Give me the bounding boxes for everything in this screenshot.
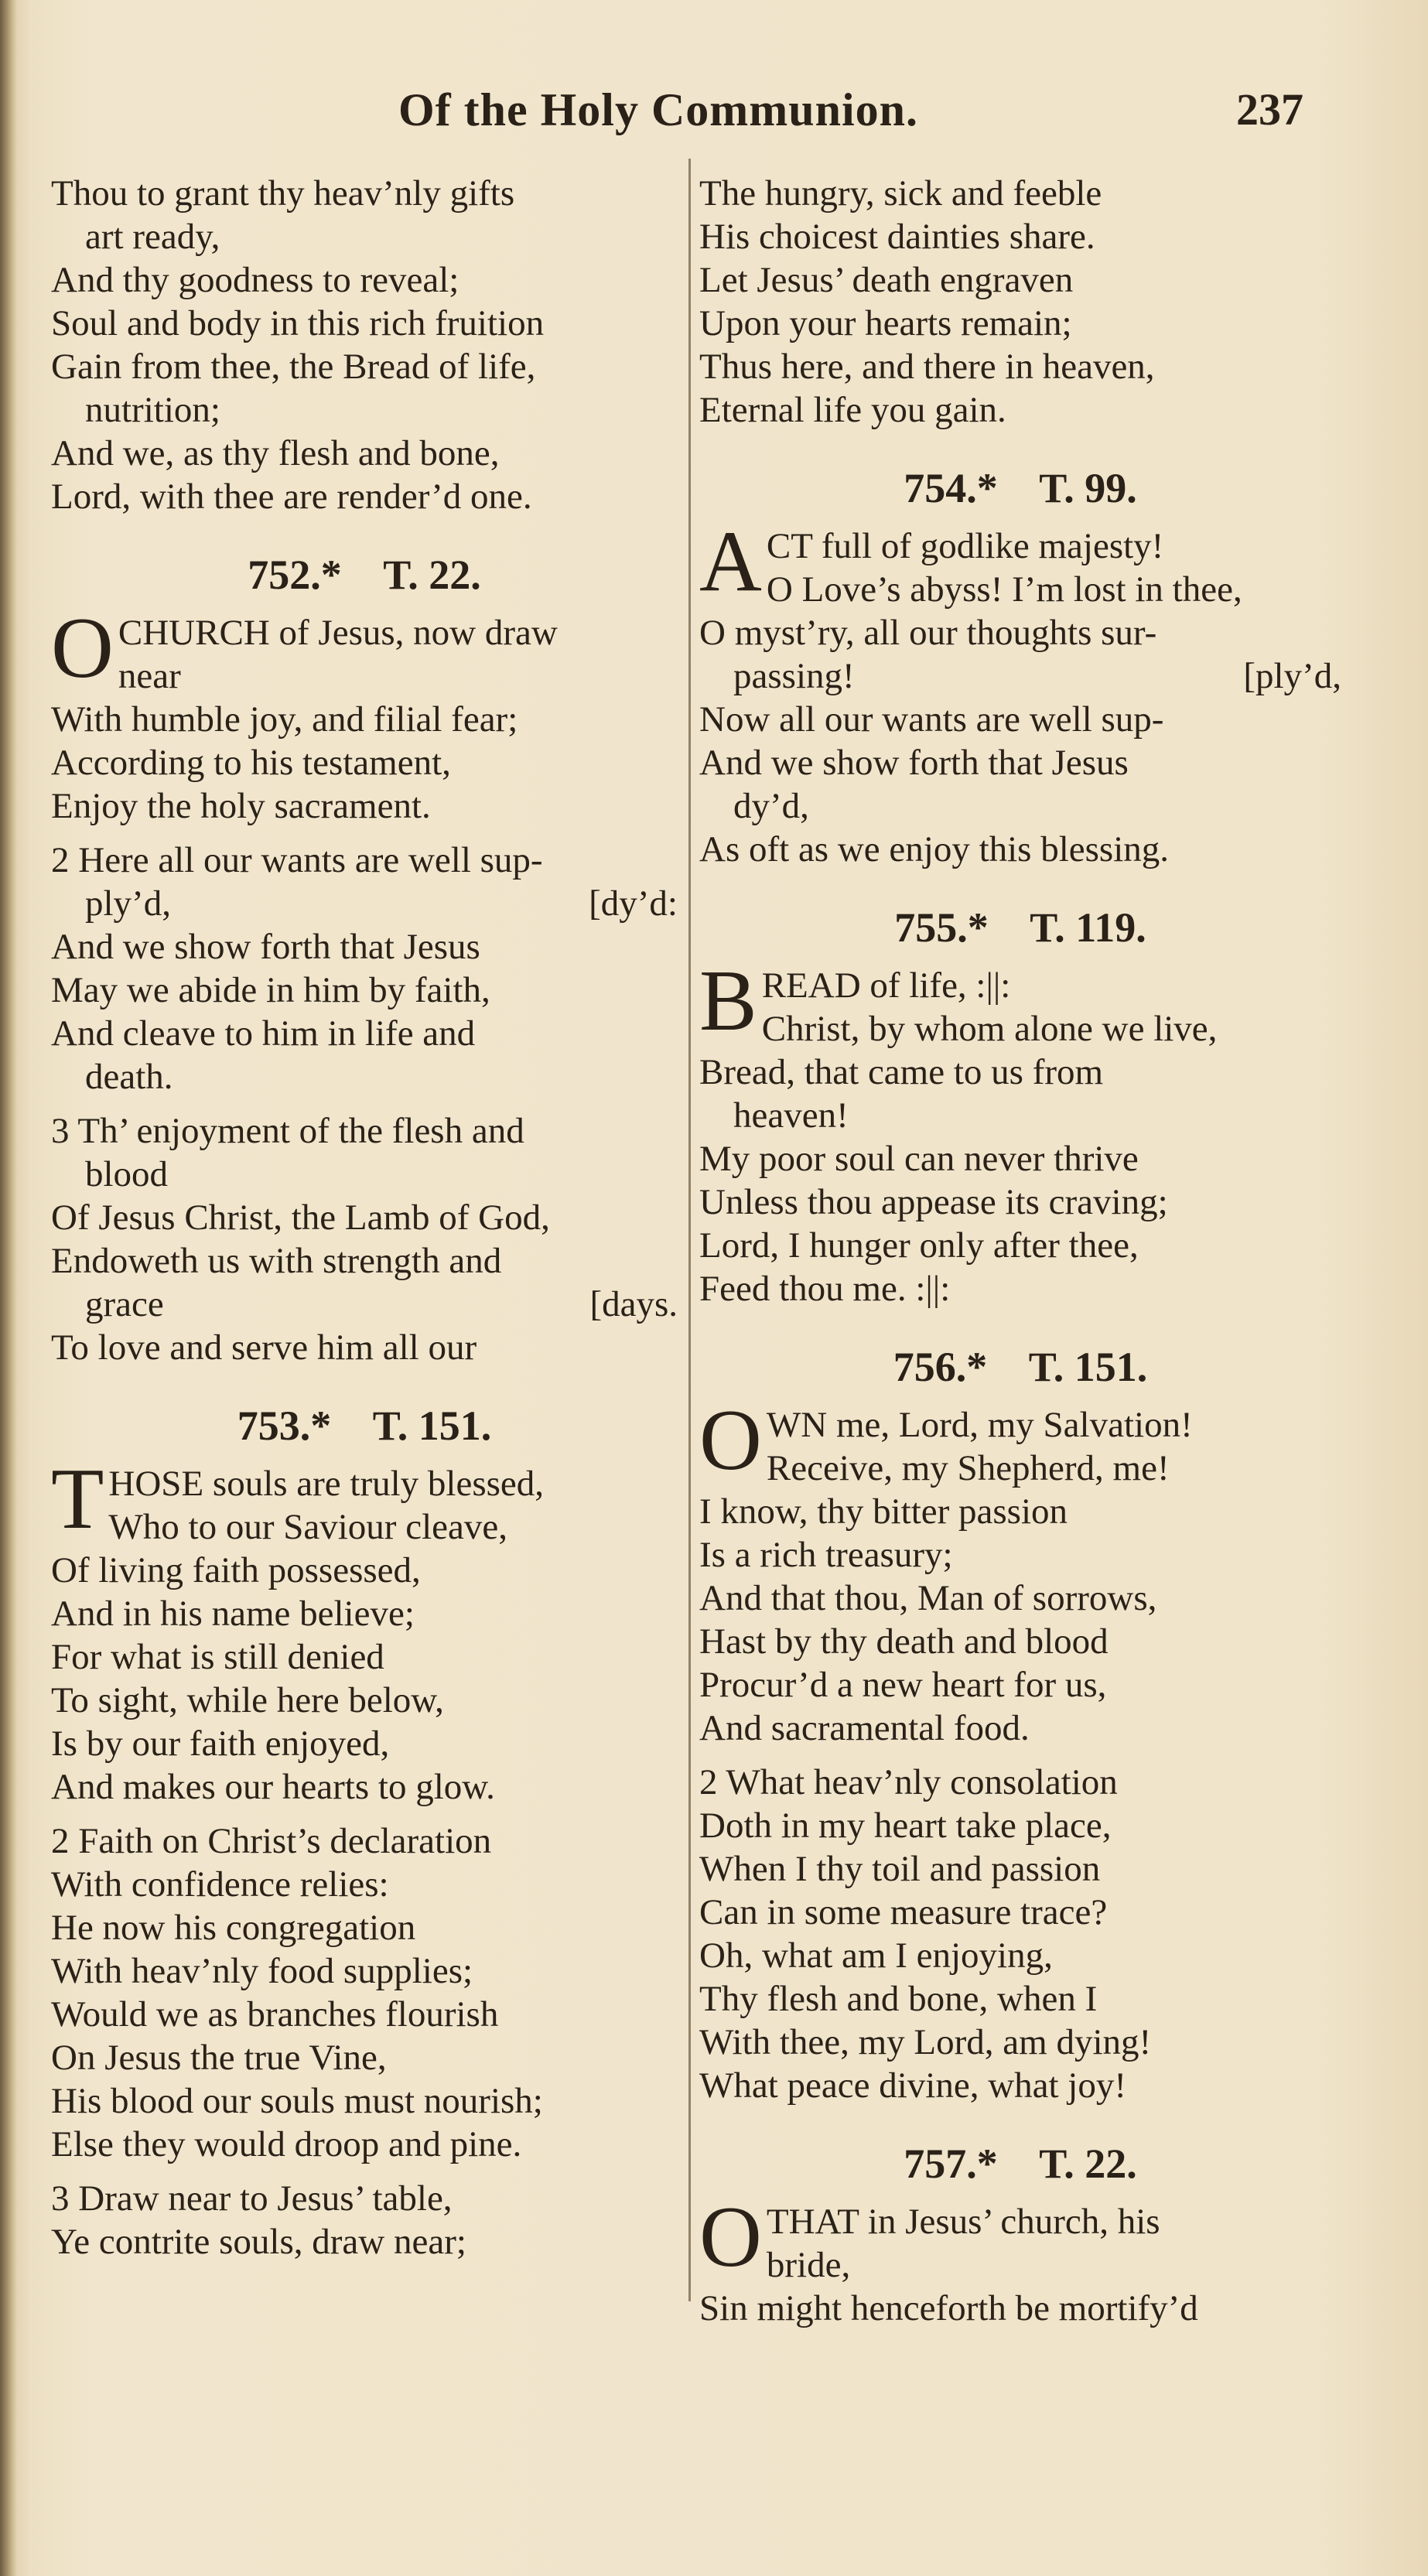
verse-line: O Love’s abyss! I’m lost in thee, xyxy=(766,569,1242,610)
verse-line: HOSE souls are truly blessed, xyxy=(108,1464,545,1504)
verse-line-overflow: [ply’d, xyxy=(1243,656,1341,696)
verse-line: Thus here, and there in heaven, xyxy=(699,347,1155,387)
right-column xyxy=(699,172,1341,2330)
drop-cap: O xyxy=(699,1392,762,1488)
hymn-heading-756 xyxy=(699,1340,1341,1394)
verse-line: And that thou, Man of sorrows, xyxy=(699,1578,1157,1618)
verse-line: 2 Faith on Christ’s declaration xyxy=(51,1821,492,1861)
hymn-752-verse-2 xyxy=(51,839,678,1098)
verse-line: What peace divine, what joy! xyxy=(699,2065,1127,2106)
continued-verse xyxy=(51,172,678,518)
verse-line: 3 Th’ enjoyment of the flesh and xyxy=(51,1111,524,1151)
hymn-753-verse-3 xyxy=(51,2177,678,2263)
verse-line: Is by our faith enjoyed, xyxy=(51,1724,390,1764)
verse-line: Sin might henceforth be mortify’d xyxy=(699,2288,1198,2328)
hymn-753-verse-1 xyxy=(51,1451,678,1809)
verse-line: Thy flesh and bone, when I xyxy=(699,1979,1098,2019)
verse-line: When I thy toil and passion xyxy=(699,1849,1101,1889)
verse-line: 3 Draw near to Jesus’ table, xyxy=(51,2178,453,2219)
verse-line: And we, as thy flesh and bone, xyxy=(51,433,500,473)
verse-line: Lord, with thee are render’d one. xyxy=(51,477,532,517)
hymn-heading-754 xyxy=(699,461,1341,515)
hymn-tune: T. 22. xyxy=(383,552,481,598)
verse-line: art ready, xyxy=(85,217,220,257)
hymn-tune: T. 22. xyxy=(1039,2140,1137,2187)
verse-line: Can in some measure trace? xyxy=(699,1892,1108,1932)
verse-line: On Jesus the true Vine, xyxy=(51,2038,387,2078)
verse-line: CT full of godlike majesty! xyxy=(766,526,1164,566)
verse-line: And we show forth that Jesus xyxy=(51,927,480,967)
hymn-757-verse-1 xyxy=(699,2189,1341,2330)
verse-line: He now his congregation xyxy=(51,1908,416,1948)
verse-line: And cleave to him in life and xyxy=(51,1013,476,1054)
verse-line: Of Jesus Christ, the Lamb of God, xyxy=(51,1197,550,1238)
hymn-754-verse-1 xyxy=(699,514,1341,871)
verse-line: CHURCH of Jesus, now draw xyxy=(118,613,558,653)
verse-line: May we abide in him by faith, xyxy=(51,970,490,1010)
verse-line: 2 What heav’nly consolation xyxy=(699,1762,1118,1802)
verse-line: nutrition; xyxy=(85,390,220,430)
verse-line: And in his name believe; xyxy=(51,1594,415,1634)
verse-line: death. xyxy=(85,1057,173,1097)
verse-line: Receive, my Shepherd, me! xyxy=(766,1448,1170,1488)
verse-line: His blood our souls must nourish; xyxy=(51,2081,543,2121)
verse-line-overflow: [dy’d: xyxy=(589,883,678,924)
book-spine-edge xyxy=(0,0,17,2576)
verse-line: With confidence relies: xyxy=(51,1864,389,1905)
verse-line: Thou to grant thy heav’nly gifts xyxy=(51,173,515,214)
verse-line: Christ, by whom alone we live, xyxy=(761,1009,1218,1049)
hymn-heading-757 xyxy=(699,2137,1341,2191)
running-header xyxy=(0,84,1428,145)
verse-line: Doth in my heart take place, xyxy=(699,1806,1112,1846)
hymn-number: 753.* xyxy=(237,1402,332,1449)
hymn-heading-752 xyxy=(51,548,678,602)
drop-cap: O xyxy=(699,2189,762,2285)
verse-line: THAT in Jesus’ church, his xyxy=(766,2202,1160,2242)
verse-line: WN me, Lord, my Salvation! xyxy=(766,1405,1193,1445)
verse-line: Unless thou appease its craving; xyxy=(699,1182,1168,1222)
verse-line: And we show forth that Jesus xyxy=(699,743,1129,783)
hymn-tune: T. 151. xyxy=(372,1402,492,1449)
verse-line: According to his testament, xyxy=(51,743,451,783)
verse-line: blood xyxy=(85,1154,169,1194)
verse-line: And sacramental food. xyxy=(699,1708,1030,1748)
header-title: Of the Holy Communion. xyxy=(398,84,919,135)
verse-line: Bread, that came to us from xyxy=(699,1052,1104,1092)
verse-line: Soul and body in this rich fruition xyxy=(51,303,545,343)
verse-line: Upon your hearts remain; xyxy=(699,303,1072,343)
hymn-number: 754.* xyxy=(904,465,998,511)
hymn-number: 755.* xyxy=(894,904,989,951)
hymn-752-verse-3 xyxy=(51,1109,678,1369)
verse-line: As oft as we enjoy this blessing. xyxy=(699,829,1170,869)
verse-line: heaven! xyxy=(733,1095,849,1136)
verse-line: READ of life, :||: xyxy=(761,965,1011,1006)
verse-line-overflow: [days. xyxy=(589,1284,678,1324)
verse-line: near xyxy=(118,656,181,696)
hymn-tune: T. 151. xyxy=(1028,1344,1148,1390)
verse-line: With humble joy, and filial fear; xyxy=(51,699,518,740)
drop-cap: A xyxy=(699,514,762,610)
verse-line: Feed thou me. :||: xyxy=(699,1269,951,1309)
drop-cap: T xyxy=(51,1451,104,1547)
verse-line: Enjoy the holy sacrament. xyxy=(51,786,431,826)
verse-line: I know, thy bitter passion xyxy=(699,1491,1068,1532)
verse-line: Who to our Saviour cleave, xyxy=(108,1507,507,1547)
verse-line: Oh, what am I enjoying, xyxy=(699,1935,1053,1976)
page-number: 237 xyxy=(1236,84,1303,135)
hymn-756-verse-2 xyxy=(699,1761,1341,2107)
drop-cap: O xyxy=(51,600,114,696)
verse-line: passing! xyxy=(733,656,855,696)
verse-line: Hast by thy death and blood xyxy=(699,1621,1109,1662)
hymn-number: 756.* xyxy=(893,1344,988,1390)
hymn-756-verse-1 xyxy=(699,1392,1341,1750)
verse-line: Would we as branches flourish xyxy=(51,1994,499,2034)
hymn-heading-755 xyxy=(699,900,1341,955)
verse-line: grace xyxy=(85,1284,164,1324)
verse-line: And thy goodness to reveal; xyxy=(51,260,459,300)
verse-line: Let Jesus’ death engraven xyxy=(699,260,1074,300)
verse-line: Endoweth us with strength and xyxy=(51,1241,502,1281)
hymn-tune: T. 119. xyxy=(1030,904,1146,951)
verse-line: For what is still denied xyxy=(51,1637,384,1677)
verse-line: His choicest dainties share. xyxy=(699,217,1095,257)
verse-line: To sight, while here below, xyxy=(51,1680,444,1720)
verse-line: My poor soul can never thrive xyxy=(699,1139,1139,1179)
verse-line: 2 Here all our wants are well sup- xyxy=(51,840,543,880)
left-column xyxy=(51,172,678,2263)
hymn-tune: T. 99. xyxy=(1039,465,1137,511)
verse-line: dy’d, xyxy=(733,786,809,826)
hymn-752-verse-1 xyxy=(51,600,678,828)
hymn-755-verse-1 xyxy=(699,953,1341,1310)
column-divider xyxy=(688,159,691,2301)
hymn-number: 752.* xyxy=(248,552,342,598)
verse-line: Lord, I hunger only after thee, xyxy=(699,1225,1139,1266)
continued-verse xyxy=(699,172,1341,432)
verse-line: ply’d, xyxy=(85,883,171,924)
verse-line: Now all our wants are well sup- xyxy=(699,699,1164,740)
verse-line: Else they would droop and pine. xyxy=(51,2124,522,2164)
hymn-753-verse-2 xyxy=(51,1819,678,2166)
verse-line: With thee, my Lord, am dying! xyxy=(699,2022,1152,2062)
verse-line: Of living faith possessed, xyxy=(51,1550,421,1590)
verse-line: With heav’nly food supplies; xyxy=(51,1951,473,1991)
verse-line: The hungry, sick and feeble xyxy=(699,173,1102,214)
hymn-number: 757.* xyxy=(904,2140,998,2187)
verse-line: O myst’ry, all our thoughts sur- xyxy=(699,613,1157,653)
verse-line: And makes our hearts to glow. xyxy=(51,1767,495,1807)
verse-line: To love and serve him all our xyxy=(51,1327,477,1368)
verse-line: Eternal life you gain. xyxy=(699,390,1006,430)
hymn-heading-753 xyxy=(51,1399,678,1453)
verse-line: Gain from thee, the Bread of life, xyxy=(51,347,536,387)
verse-line: bride, xyxy=(766,2245,851,2285)
verse-line: Is a rich treasury; xyxy=(699,1535,953,1575)
verse-line: Ye contrite souls, draw near; xyxy=(51,2222,466,2262)
verse-line: Procur’d a new heart for us, xyxy=(699,1665,1107,1705)
drop-cap: B xyxy=(699,953,757,1049)
